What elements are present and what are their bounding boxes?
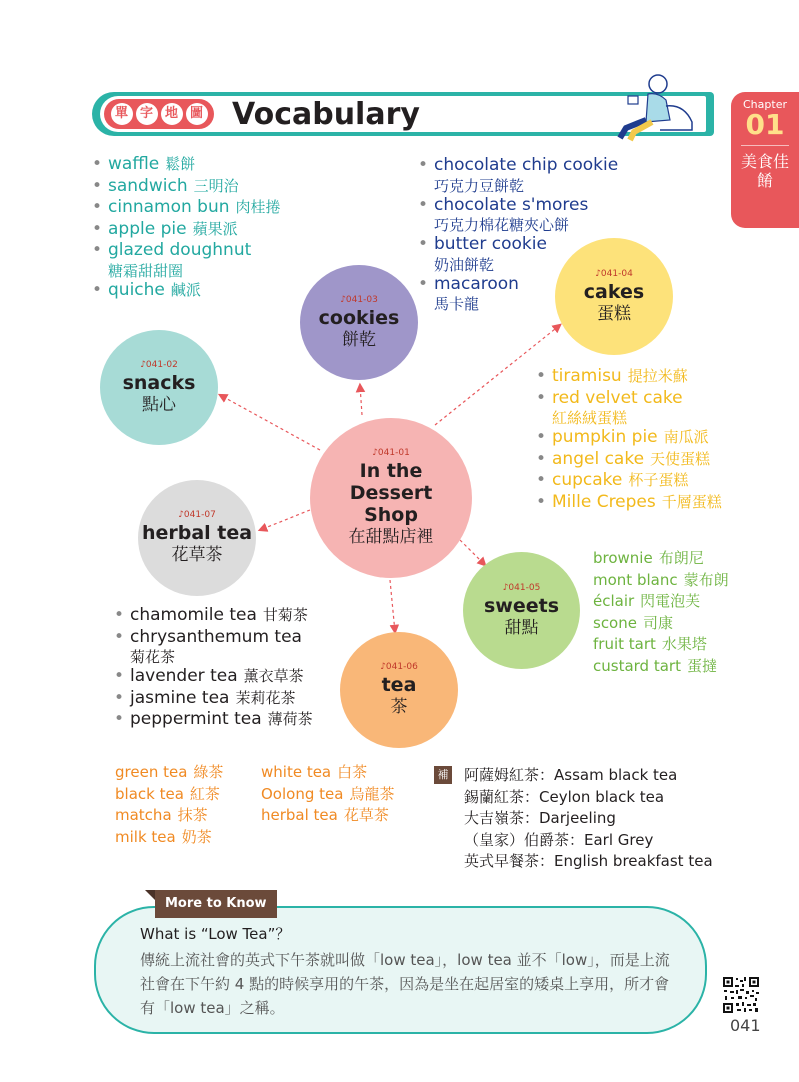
page-title: Vocabulary [232,97,420,132]
list-item: white tea 白茶 [261,763,368,781]
list-item: custard tart 蛋撻 [593,656,717,675]
list-item: éclair 閃電泡芙 [593,592,701,610]
list-item: mont blanc 蒙布朗 [593,570,729,589]
tea-circle[interactable] [340,632,458,748]
audio-track-code: ♪041-03 [340,294,378,305]
list-item: • chamomile tea 甘菊茶 [112,605,313,627]
circle-title-en: snacks [122,371,196,394]
list-item: • macaroon 馬卡龍 [416,274,618,314]
cookies-circle[interactable] [300,265,418,380]
list-item: • quiche 鹹派 [90,280,281,302]
list-item: herbal tea 花草茶 [261,806,389,824]
list-item: • chrysanthemum tea 菊花茶 [112,627,313,667]
supplement-line: 英式早餐茶：English breakfast tea [464,852,713,870]
cakes-circle[interactable] [555,238,673,355]
circle-title-en: In the Dessert Shop [349,460,433,526]
more-to-know-question: What is “Low Tea”？ [140,925,291,943]
audio-track-code: ♪041-05 [502,582,541,593]
sweets-circle[interactable] [463,552,580,669]
circle-title-zh: 花草茶 [171,545,223,565]
page-number: 041 [730,1016,761,1035]
list-item: • cinnamon bun 肉桂捲 [90,197,281,219]
chapter-section: 美食佳餚 [741,145,789,190]
list-item: • tiramisu 提拉米蘇 [534,366,722,388]
circle-title-zh: 餅乾 [342,329,376,350]
herbal-tea-circle[interactable] [138,480,256,596]
audio-track-code: ♪041-04 [595,268,633,279]
list-item: • lavender tea 薰衣草茶 [112,666,313,688]
supplement-icon: 補 [434,766,452,784]
tag-char: 字 [136,103,158,125]
tag-char: 單 [111,103,133,125]
supplement-line: 大吉嶺茶：Darjeeling [464,809,616,827]
circle-title-zh: 在甜點店裡 [348,527,434,547]
list-item: black tea 紅茶 [115,784,220,803]
snacks-circle[interactable] [100,330,218,445]
list-item: • waffle 鬆餅 [90,154,281,176]
supplement-line: 錫蘭紅茶：Ceylon black tea [464,787,665,806]
list-item: • chocolate chip cookie 巧克力豆餅乾 [416,155,618,195]
audio-track-code: ♪041-01 [372,448,410,458]
list-item: brownie 布朗尼 [593,549,704,567]
circle-title-en: herbal tea [141,522,253,544]
circle-title-en: tea [381,674,417,696]
supplement-line: 阿薩姆紅茶：Assam black tea [464,766,678,784]
list-item: • sandwich 三明治 [90,176,281,198]
list-item: • apple pie 蘋果派 [90,219,281,241]
list-item: • butter cookie 奶油餅乾 [416,234,618,274]
list-item: scone 司康 [593,613,673,632]
chapter-label: Chapter [743,98,787,111]
audio-track-code: ♪041-02 [140,359,178,370]
list-item: • glazed doughnut 糖霜甜甜圈 [90,240,281,280]
circle-title-en: cakes [583,280,645,303]
list-item: • peppermint tea 薄荷茶 [112,709,313,731]
circle-title-en: cookies [318,306,400,329]
chapter-number: 01 [745,108,785,141]
audio-track-code: ♪041-06 [380,662,418,672]
circle-title-zh: 蛋糕 [597,303,631,324]
circle-title-zh: 茶 [390,697,408,717]
more-to-know-body: 傳統上流社會的英式下午茶就叫做「low tea」，low tea 並不「low」，而是上流社會在下午約 4 點的時候享用的午茶，因為是坐在起居室的矮桌上享用，所才會有「low tea」之稱。 [140,951,670,1017]
list-item: • angel cake 天使蛋糕 [534,449,722,471]
list-item: green tea 綠茶 [115,763,224,781]
list-item: • chocolate s'mores 巧克力棉花糖夾心餅 [416,195,618,235]
list-item: milk tea 奶茶 [115,827,212,846]
list-item: • cupcake 杯子蛋糕 [534,470,722,492]
circle-title-zh: 甜點 [504,617,539,638]
audio-track-code: ♪041-07 [178,510,216,520]
list-item: • Mille Crepes 千層蛋糕 [534,492,722,514]
tag-char: 圖 [186,103,208,125]
list-item: • jasmine tea 茉莉花茶 [112,688,313,710]
center-circle[interactable] [310,418,472,578]
qr-code-icon[interactable] [722,976,760,1014]
list-item: fruit tart 水果塔 [593,635,707,653]
list-item: matcha 抹茶 [115,806,208,824]
supplement-note [464,765,713,873]
circle-title-zh: 點心 [142,394,176,415]
supplement-line: （皇家）伯爵茶：Earl Grey [464,830,654,849]
tag-char: 地 [161,103,183,125]
list-item: • red velvet cake 紅絲絨蛋糕 [534,388,722,428]
list-item: • pumpkin pie 南瓜派 [534,427,722,449]
circle-title-en: sweets [483,594,560,617]
list-item: Oolong tea 烏龍茶 [261,784,395,803]
more-to-know-label: More to Know [155,890,277,918]
